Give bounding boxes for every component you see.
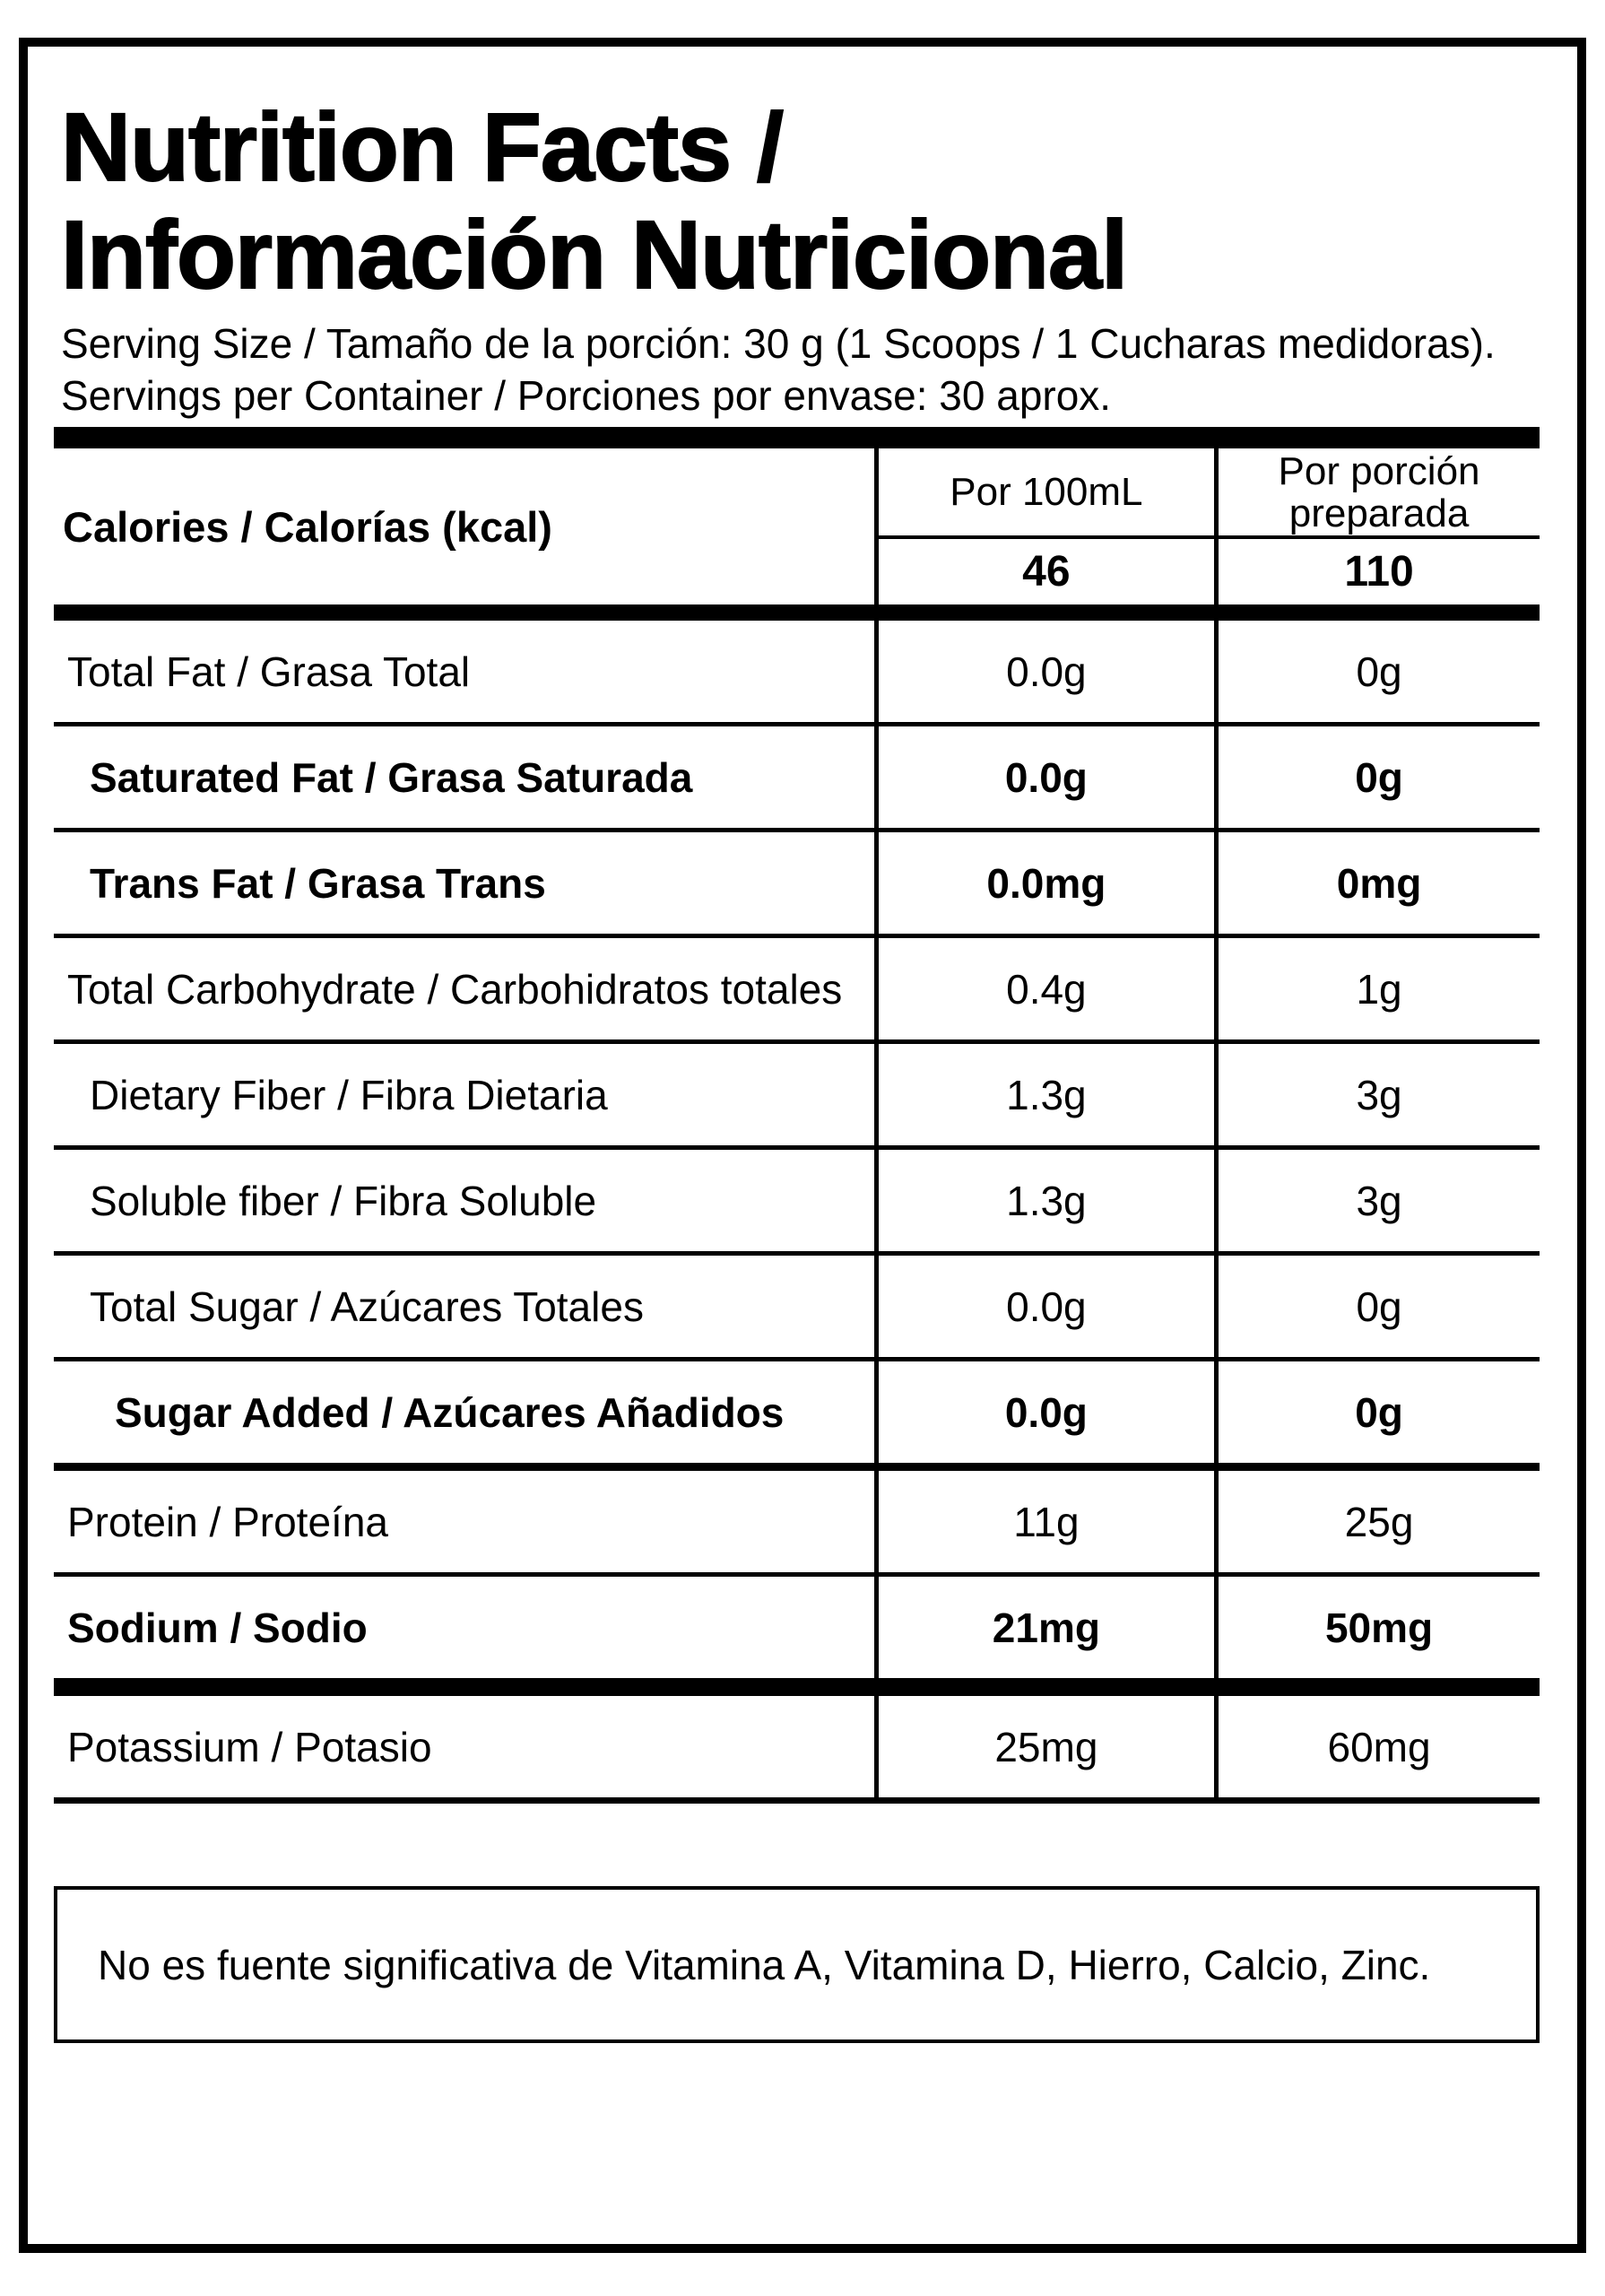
nutrient-label: Potassium / Potasio [67,1723,432,1770]
nutrient-label: Saturated Fat / Grasa Saturada [90,753,693,801]
nutrient-row-dietary-fiber [54,1044,1540,1150]
nutrient-value-per-100ml: 0.0mg [874,832,1214,934]
nutrient-row-sodium [54,1577,1540,1678]
nutrient-value-per-portion: 0g [1214,726,1540,828]
nutrient-value-per-100ml: 0.0g [874,726,1214,828]
nutrient-row-soluble-fiber [54,1150,1540,1256]
nutrient-row-protein [54,1471,1540,1577]
nutrient-label: Total Fat / Grasa Total [67,648,471,695]
nutrient-row-total-carbohydrate [54,938,1540,1044]
nutrient-value-per-portion: 0mg [1214,832,1540,934]
calories-label: Calories / Calorías (kcal) [63,502,552,551]
nutrient-value-per-portion: 3g [1214,1150,1540,1251]
nutrient-value-per-100ml: 1.3g [874,1150,1214,1251]
nutrient-label: Sodium / Sodio [67,1604,368,1651]
nutrient-row-sugar-added [54,1361,1540,1471]
nutrient-value-per-portion: 60mg [1214,1696,1540,1797]
footnote-box [54,1886,1540,2043]
nutrient-value-per-100ml: 21mg [874,1577,1214,1678]
label-title-line2: Información Nutricional [61,200,1128,309]
nutrient-value-per-100ml: 0.0g [874,621,1214,722]
divider-bar-sodium [54,1678,1540,1696]
nutrient-value-per-portion: 0g [1214,1361,1540,1463]
label-title [61,93,1540,309]
nutrient-row-saturated-fat [54,726,1540,832]
column-per-portion [1214,448,1540,604]
nutrient-row-total-fat [54,621,1540,726]
nutrient-value-per-100ml: 0.0g [874,1361,1214,1463]
column-per-100ml [874,448,1214,604]
nutrient-value-per-100ml: 1.3g [874,1044,1214,1145]
calories-value-per-100ml: 46 [1022,548,1071,596]
nutrient-value-per-portion: 0g [1214,1256,1540,1357]
nutrient-value-per-portion: 3g [1214,1044,1540,1145]
nutrient-value-per-100ml: 0.0g [874,1256,1214,1357]
nutrient-row-total-sugar [54,1256,1540,1361]
column-header-per-100ml: Por 100mL [879,448,1214,539]
calories-value-per-portion: 110 [1344,548,1414,596]
column-header-per-portion: Por porción preparada [1219,448,1540,539]
nutrient-value-per-100ml: 25mg [874,1696,1214,1797]
calories-section [54,448,1540,604]
nutrient-value-per-portion: 1g [1214,938,1540,1039]
serving-info [61,317,1540,422]
nutrient-value-per-100ml: 0.4g [874,938,1214,1039]
serving-size-line: Serving Size / Tamaño de la porción: 30 g (1 Scoops / 1 Cucharas medidoras). [61,320,1496,367]
footnote-text: No es fuente significativa de Vitamina A, Vitamina D, Hierro, Calcio, Zinc. [98,1941,1431,1988]
nutrient-value-per-portion: 50mg [1214,1577,1540,1678]
nutrient-label: Protein / Proteína [67,1498,388,1545]
nutrient-label: Sugar Added / Azúcares Añadidos [115,1388,785,1436]
nutrient-value-per-portion: 0g [1214,621,1540,722]
nutrient-label: Trans Fat / Grasa Trans [90,859,546,907]
divider-bar-top [54,427,1540,448]
label-content [28,93,1577,2043]
nutrient-label: Total Sugar / Azúcares Totales [90,1283,644,1330]
servings-per-container-line: Servings per Container / Porciones por envase: 30 aprox. [61,372,1112,419]
nutrient-row-potassium [54,1696,1540,1804]
nutrient-label: Total Carbohydrate / Carbohidratos totales [67,965,843,1013]
nutrient-value-per-100ml: 11g [874,1471,1214,1572]
nutrition-label [19,38,1586,2253]
nutrient-value-per-portion: 25g [1214,1471,1540,1572]
nutrient-row-trans-fat [54,832,1540,938]
label-title-line1: Nutrition Facts / [61,92,784,201]
nutrient-label: Dietary Fiber / Fibra Dietaria [90,1071,608,1118]
nutrient-label: Soluble fiber / Fibra Soluble [90,1177,597,1224]
divider-bar-calories [54,604,1540,621]
